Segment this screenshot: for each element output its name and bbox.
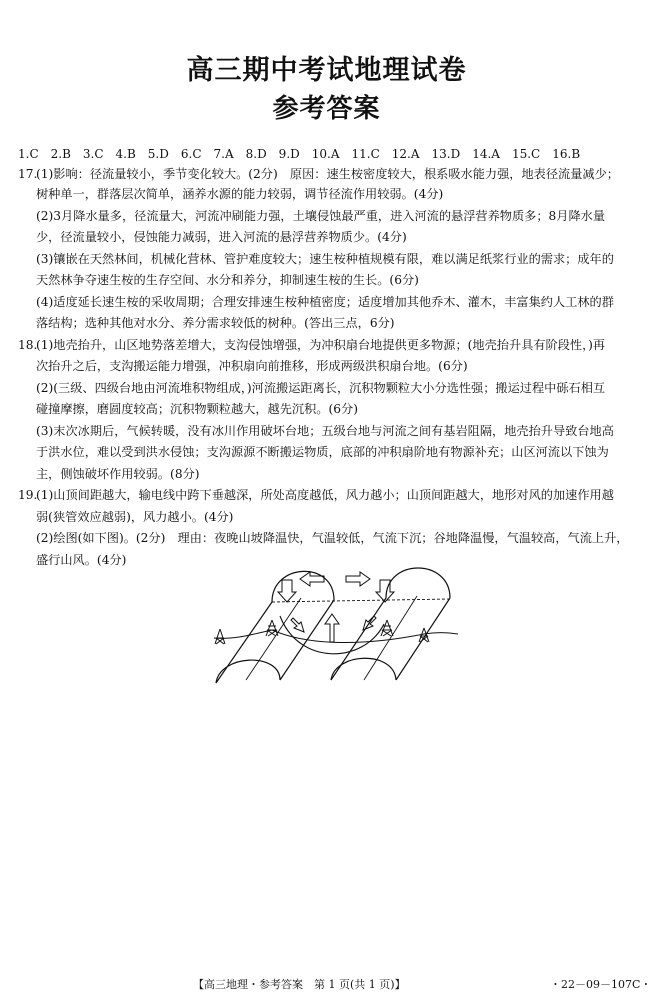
q17-line: (4)适度延长速生桉的采收周期；合理安排速生桉种植密度；适度增加其他乔木、灌木，丰富集约人工林的群: [36, 295, 614, 309]
q19-line: (1)山顶间距越大，输电线中跨下垂越深，所处高度越低，风力越小；山顶间距越大，地形对风的加速作用越: [36, 488, 614, 502]
q17-line: (3)镶嵌在天然林间，机械化营林、管护难度较大；速生桉种植规模有限，难以满足纸浆行业的需求；成年的: [36, 252, 614, 266]
choice-answers: 1.C 2.B 3.C 4.B 5.D 6.C 7.A 8.D 9.D 10.A 11.C 12.A 13.D 14.A 15.C 16.B: [18, 147, 581, 161]
q18-line: 碰撞摩擦，磨圆度较高；沉积物颗粒越大，越先沉积。(6分): [36, 402, 358, 416]
question-17-number: 17.: [18, 167, 38, 181]
footer-label: 【高三地理・参考答案 第 1 页(共 1 页)】: [193, 978, 406, 991]
mountain-wind-diagram: [214, 558, 458, 704]
page-subtitle: 参考答案: [272, 94, 381, 124]
tower-icon: [381, 620, 393, 636]
q17-line: 树种单一，群落层次简单，涵养水源的能力较弱，调节径流作用较弱。(4分): [36, 187, 444, 201]
q18-line: (2)(三级、四级台地由河流堆积物组成，)河流搬运距离长，沉积物颗粒大小分选性强；搬运过程中砾石相互: [36, 381, 606, 395]
footer-code: ・22－09－107C・: [550, 978, 652, 991]
q19-line: (2)绘图(如下图)。(2分) 理由：夜晚山坡降温快，气温较低，气流下沉；谷地降温慢，气温较高，气流上升，: [36, 531, 629, 545]
q17-line: (1)影响：径流量较小，季节变化较大。(2分) 原因：速生桉密度较大，根系吸水能力强，地表径流量减少；: [36, 167, 619, 181]
question-18-number: 18.: [18, 338, 38, 352]
q17-line: 落结构；选种其他对水分、养分需求较低的树种。(答出三点，6分): [36, 316, 395, 330]
q18-line: (1)地壳抬升，山区地势落差增大，支沟侵蚀增强，为冲积扇台地提供更多物源；(地壳抬升具有阶段性，)再: [36, 338, 606, 352]
tower-icon: [215, 629, 225, 644]
q19-line: 盛行山风。(4分): [36, 553, 127, 567]
q17-line: (2)3月降水量多，径流量大，河流冲刷能力强，土壤侵蚀最严重，进入河流的悬浮营养物质多；8月降水量: [36, 209, 606, 223]
q18-line: 次抬升之后，支沟搬运能力增强，冲积扇向前推移，形成两级洪积扇台地。(6分): [36, 359, 468, 373]
q17-line: 天然林争夺速生桉的生存空间、水分和养分，抑制速生桉的生长。(6分): [36, 273, 419, 287]
q19-line: 弱(狭管效应越弱)，风力越小。(4分): [36, 510, 234, 524]
q18-line: (3)末次冰期后，气候转暖，没有冰川作用破坏台地；五级台地与河流之间有基岩阻隔，地壳抬升导致台地高: [36, 424, 614, 438]
tower-icon: [266, 620, 278, 636]
q18-line: 主，侧蚀破坏作用较弱。(8分): [36, 467, 200, 481]
page-title: 高三期中考试地理试卷: [186, 55, 467, 86]
q18-line: 于洪水位，难以受到洪水侵蚀；支沟源源不断搬运物质，底部的冲积扇阶地有物源补充；山区河流以下蚀为: [36, 445, 609, 459]
q17-line: 少，径流量较小，侵蚀能力减弱，进入河流的悬浮营养物质少。(4分): [36, 230, 407, 244]
question-19-number: 19.: [18, 488, 38, 502]
